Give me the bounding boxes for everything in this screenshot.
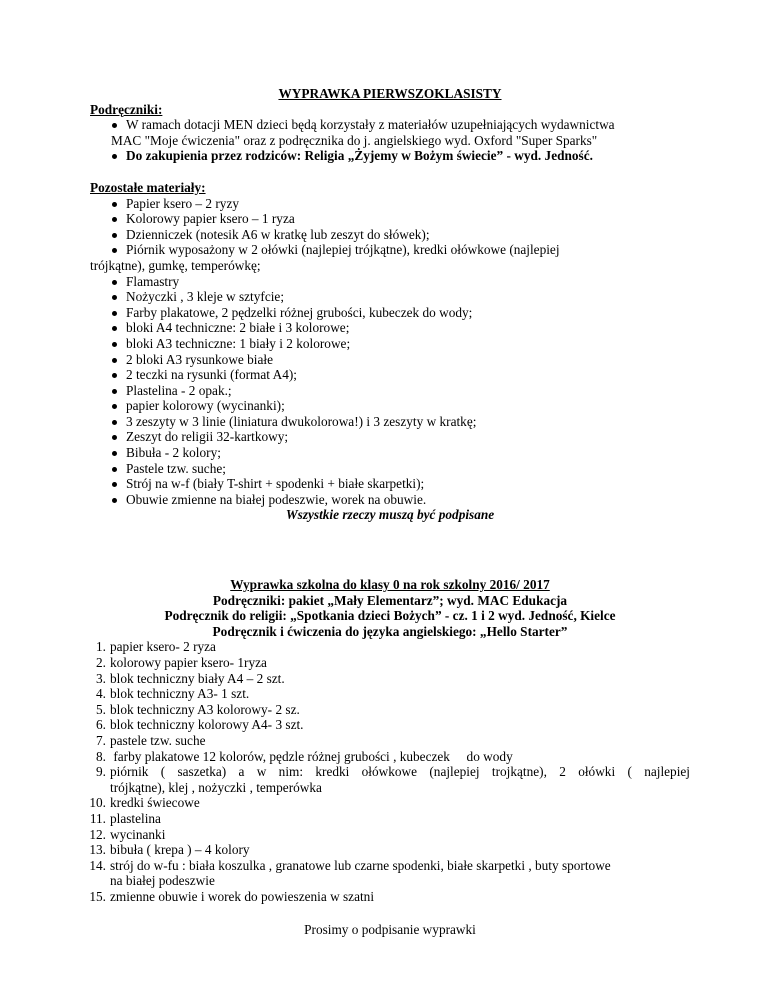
textbooks-heading: Podręczniki:: [90, 101, 163, 117]
list-item: Papier ksero – 2 ryzy: [90, 196, 690, 212]
section2-title: Wyprawka szkolna do klasy 0 na rok szkolny 2016/ 2017: [230, 577, 550, 593]
bullet-icon: [112, 248, 117, 253]
list-item: 2 bloki A3 rysunkowe białe: [90, 352, 690, 368]
closing-note: Prosimy o podpisanie wyprawki: [304, 921, 476, 937]
section2-religion-line: Podręcznik do religii: „Spotkania dzieci Bożych” - cz. 1 i 2 wyd. Jedność, Kielce: [164, 608, 616, 624]
list-item: 15. zmienne obuwie i worek do powieszenia w szatni: [89, 888, 375, 904]
list-item: 5. blok techniczny A3 kolorowy- 2 sz.: [96, 701, 300, 717]
bullet-icon: [112, 342, 117, 347]
list-item: 4. blok techniczny A3- 1 szt.: [96, 686, 250, 702]
textbooks-list: [90, 117, 690, 164]
list-item: 2 teczki na rysunki (format A4);: [90, 367, 690, 383]
list-item: Pastele tzw. suche;: [90, 461, 690, 477]
list-item: Bibuła - 2 kolory;: [90, 445, 690, 461]
list-item: 8. farby plakatowe 12 kolorów, pędzle różnej grubości , kubeczek do wody: [96, 748, 513, 764]
list-item: 3 zeszyty w 3 linie (liniatura dwukolorowa!) i 3 zeszyty w kratkę;: [90, 414, 690, 430]
bullet-icon: [112, 420, 117, 425]
list-item: Flamastry: [90, 274, 690, 290]
list-item: bloki A4 techniczne: 2 białe i 3 kolorowe;: [90, 320, 690, 336]
list-item: papier kolorowy (wycinanki);: [90, 398, 690, 414]
section2-list: [90, 639, 690, 904]
list-item: Nożyczki , 3 kleje w sztyfcie;: [90, 289, 690, 305]
list-item: Plastelina - 2 opak.;: [90, 383, 690, 399]
list-item: 14. strój do w-fu : biała koszulka , granatowe lub czarne spodenki, białe skarpetki , buty sportowe na białej podeszwie: [89, 857, 611, 889]
list-item: 3. blok techniczny biały A4 – 2 szt.: [96, 670, 285, 686]
list-item: 13. bibuła ( krepa ) – 4 kolory: [89, 842, 250, 858]
list-item: Farby plakatowe, 2 pędzelki różnej grubości, kubeczek do wody;: [90, 305, 690, 321]
bullet-icon: [112, 311, 117, 316]
bullet-icon: [112, 217, 117, 222]
list-item: 7. pastele tzw. suche: [96, 732, 206, 748]
list-item: 10. kredki świecowe: [89, 795, 200, 811]
bullet-icon: [112, 404, 117, 409]
section2-textbooks-line: Podręczniki: pakiet „Mały Elementarz”; wyd. MAC Edukacja: [212, 592, 568, 608]
section2-english-line: Podręcznik i ćwiczenia do języka angielskiego: „Hello Starter”: [212, 623, 568, 639]
list-item: 9. piórnik ( saszetka) a w nim: kredki ołówkowe (najlepiej trojkątne), 2 ołówki ( najlepiej trójkątne), klej , nożyczki , temperówka: [96, 764, 690, 795]
list-item: Piórnik wyposażony w 2 ołówki (najlepiej trójkątne), kredki ołówkowe (najlepiej: [90, 242, 690, 258]
list-item: 6. blok techniczny kolorowy A4- 3 szt.: [96, 717, 304, 733]
bullet-icon: [112, 123, 117, 128]
list-item: 2. kolorowy papier ksero- 1ryza: [96, 655, 267, 670]
list-item: Do zakupienia przez rodziców: Religia „Żyjemy w Bożym świecie” - wyd. Jedność.: [90, 148, 690, 164]
list-item: 1. papier ksero- 2 ryza: [96, 639, 216, 655]
bullet-icon: [112, 435, 117, 440]
bullet-icon: [112, 389, 117, 394]
list-item: Zeszyt do religii 32-kartkowy;: [90, 429, 690, 445]
list-item-continuation: MAC "Moje ćwiczenia" oraz z podręcznika do j. angielskiego wyd. Oxford "Super Sparks": [111, 132, 598, 148]
list-item-continuation: trójkątne), gumkę, temperówkę;: [90, 257, 261, 273]
materials-list: [90, 196, 690, 508]
list-item: 11. plastelina: [89, 810, 161, 826]
bullet-icon: [112, 373, 117, 378]
list-item: Strój na w-f (biały T-shirt + spodenki + białe skarpetki);: [90, 476, 690, 492]
bullet-icon: [112, 202, 117, 207]
bullet-icon: [112, 451, 117, 456]
document-page: [90, 86, 690, 937]
list-item: W ramach dotacji MEN dzieci będą korzystały z materiałów uzupełniających wydawnictwa: [90, 117, 690, 133]
list-item: Kolorowy papier ksero – 1 ryza: [90, 211, 690, 227]
bullet-icon: [112, 467, 117, 472]
list-item: Obuwie zmienne na białej podeszwie, worek na obuwie.: [90, 492, 690, 508]
list-item: Dzienniczek (notesik A6 w kratkę lub zeszyt do słówek);: [90, 227, 690, 243]
bullet-icon: [112, 233, 117, 238]
bullet-icon: [112, 498, 117, 503]
bullet-icon: [112, 482, 117, 487]
list-item: bloki A3 techniczne: 1 biały i 2 kolorowe;: [90, 336, 690, 352]
list-item: 12. wycinanki: [89, 826, 166, 842]
bullet-icon: [112, 280, 117, 285]
signed-note: Wszystkie rzeczy muszą być podpisane: [285, 507, 495, 523]
materials-heading: Pozostałe materiały:: [90, 179, 206, 195]
bullet-icon: [112, 326, 117, 331]
bullet-icon: [112, 295, 117, 300]
bullet-icon: [112, 154, 117, 159]
document-title: WYPRAWKA PIERWSZOKLASISTY: [278, 86, 502, 101]
bullet-icon: [112, 358, 117, 363]
